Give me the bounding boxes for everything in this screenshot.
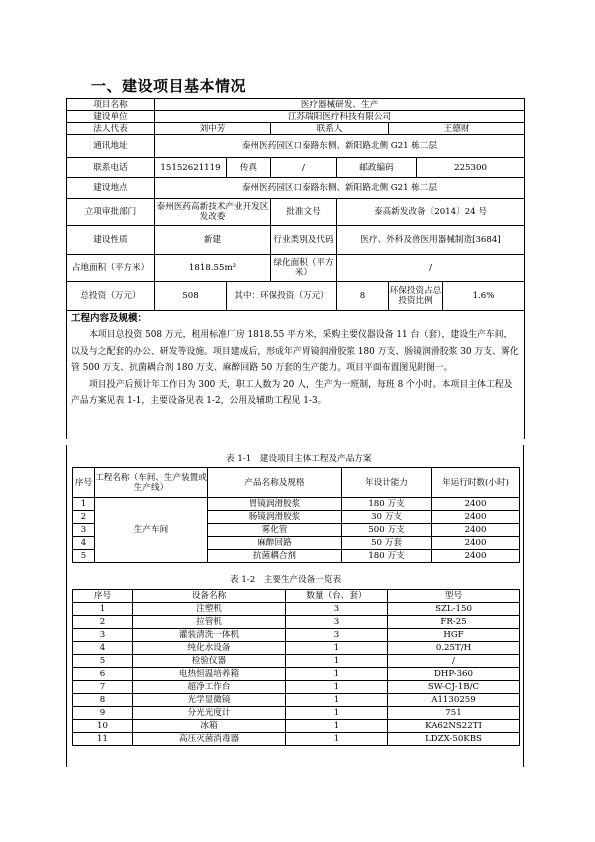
t1-row-no: 5 [73,550,95,563]
t2-row-qty: 1 [286,707,388,720]
t1-row-product: 麻醉回路 [208,537,342,550]
t1-row-no: 4 [73,537,95,550]
contact-value: 王德财 [389,123,525,135]
industry-value: 医疗、外科及兽医用器械制造[3684] [337,226,525,255]
green-label: 绿化面积（平方米） [271,255,337,282]
t2-row-model: / [388,655,520,668]
t2-row-model: SZL-150 [388,603,520,616]
t1-row-product: 胃镜润滑胶浆 [208,498,342,511]
fax-value: / [271,158,337,178]
t2-row-model: FR-25 [388,616,520,629]
page-heading: 一、建设项目基本情况 [91,77,247,95]
t1-row-hours: 2400 [432,550,520,563]
legal-rep-label: 法人代表 [67,123,155,135]
postcode-label: 邮政编码 [337,158,417,178]
t2-header-qty: 数量（台、套） [286,590,388,603]
t2-row-name: 光学显微镜 [133,694,286,707]
address-label: 通讯地址 [67,135,155,158]
t2-row-no: 9 [73,707,133,720]
approval-no-value: 泰高新发改备〔2014〕24 号 [337,199,525,226]
t2-row-qty: 1 [286,668,388,681]
t2-row-no: 5 [73,655,133,668]
table-row [73,668,520,681]
t1-row-capacity: 180 万支 [342,550,432,563]
t2-row-model: A1130259 [388,694,520,707]
t2-row-model: LDZX-50KBS [388,733,520,746]
env-ratio-label: 环保投资占总投资比例 [389,282,443,311]
t2-row-name: 注塑机 [133,603,286,616]
table-row [73,720,520,733]
t1-row-capacity: 50 万套 [342,537,432,550]
area-value: 1818.55m² [155,255,271,282]
table-row [73,642,520,655]
table-row [73,707,520,720]
t1-row-hours: 2400 [432,537,520,550]
green-value: / [337,255,525,282]
t2-row-no: 2 [73,616,133,629]
project-info-table [66,98,525,439]
contact-label: 联系人 [271,123,389,135]
table-row [73,655,520,668]
content-paragraph-2: 项目投产后预计年工作日为 300 天，职工人数为 20 人，生产为一班制，每班 8 个小时。本项目主体工程及产品方案见表 1-1，主要设备见表 1-2，公用及辅助工程见 1-3。 [71,379,513,406]
t2-row-model: 751 [388,707,520,720]
t1-header-project: 工程名称（车间、生产装置或生产线） [95,468,208,498]
table-row [73,681,520,694]
t2-row-name: 超净工作台 [133,681,286,694]
table-1-2-caption: 表 1-2 主要生产设备一览表 [230,575,342,585]
t2-row-no: 8 [73,694,133,707]
t2-row-name: 拉管机 [133,616,286,629]
t2-row-qty: 1 [286,733,388,746]
env-ratio-value: 1.6% [443,282,525,311]
content-paragraph-1: 本项目总投资 508 万元，租用标准厂房 1818.55 平方米，采购主要仪器设备 11 台（套），建设生产车间，以及与之配套的办公、研发等设施。项目建成后，形成年产胃镜润滑胶浆 180 万支、肠镜润滑胶浆 30 万支、雾化管 500 万支、抗菌耦合剂 180 万支、麻醉回路 50 万套的生产能力。项目平面布置图见附图一。 [71,330,519,373]
area-label: 占地面积（平方米） [67,255,155,282]
t1-row-hours: 2400 [432,511,520,524]
t2-row-no: 6 [73,668,133,681]
t2-row-no: 4 [73,642,133,655]
t1-row-no: 3 [73,524,95,537]
t1-row-no: 1 [73,498,95,511]
postcode-value: 225300 [417,158,525,178]
t2-row-no: 7 [73,681,133,694]
env-invest-value: 8 [337,282,389,311]
frame-right-border [523,445,524,767]
t2-row-no: 10 [73,720,133,733]
t1-header-no: 序号 [73,468,95,498]
t2-row-qty: 1 [286,681,388,694]
t1-header-hours: 年运行时数(小时) [432,468,520,498]
t2-row-qty: 1 [286,642,388,655]
t1-row-product: 肠镜润滑胶浆 [208,511,342,524]
t2-header-name: 设备名称 [133,590,286,603]
industry-label: 行业类别及代码 [271,226,337,255]
env-invest-label: 其中：环保投资（万元） [227,282,337,311]
t1-row-product: 抗菌耦合剂 [208,550,342,563]
t2-row-qty: 1 [286,655,388,668]
t2-row-model: HGF [388,629,520,642]
t1-row-hours: 2400 [432,498,520,511]
t2-row-model: DHP-360 [388,668,520,681]
t1-header-product: 产品名称及规格 [208,468,342,498]
t2-row-model: SW-CJ-1B/C [388,681,520,694]
t2-header-model: 型号 [388,590,520,603]
t2-header-no: 序号 [73,590,133,603]
table-row [73,603,520,616]
t2-row-qty: 3 [286,603,388,616]
t2-row-name: 电热恒温培养箱 [133,668,286,681]
site-value: 泰州医药园区口泰路东侧、新阳路北侧 G21 栋二层 [155,178,525,199]
t1-header-capacity: 年设计能力 [342,468,432,498]
table-row [73,694,520,707]
t1-workshop-cell: 生产车间 [95,498,208,563]
t2-row-name: 纯化水设备 [133,642,286,655]
t1-row-capacity: 500 万支 [342,524,432,537]
approval-no-label: 批准文号 [271,199,337,226]
t1-row-hours: 2400 [432,524,520,537]
t2-row-no: 11 [73,733,133,746]
project-content-cell [67,311,525,439]
t2-row-model: 0.25T/H [388,642,520,655]
t1-row-capacity: 30 万支 [342,511,432,524]
t2-row-name: 检验仪器 [133,655,286,668]
t2-row-name: 高压灭菌消毒器 [133,733,286,746]
project-name-label: 项目名称 [67,99,155,111]
t2-row-no: 3 [73,629,133,642]
phone-label: 联系电话 [67,158,155,178]
product-plan-table [72,467,520,563]
builder-value: 江苏瑞阳医疗科技有限公司 [155,111,525,123]
frame-left-border [66,445,67,767]
fax-label: 传真 [227,158,271,178]
t2-row-qty: 3 [286,616,388,629]
project-name-value: 医疗器械研发、生产 [155,99,525,111]
approval-dept-value: 泰州医药高新技术产业开发区发改委 [155,199,271,226]
table-row [73,616,520,629]
t2-row-qty: 1 [286,720,388,733]
t2-row-qty: 3 [286,629,388,642]
total-invest-value: 508 [155,282,227,311]
address-value: 泰州医药园区口泰路东侧、新阳路北侧 G21 栋二层 [155,135,525,158]
nature-label: 建设性质 [67,226,155,255]
t1-row-capacity: 180 万支 [342,498,432,511]
table-row [73,629,520,642]
builder-label: 建设单位 [67,111,155,123]
table-row [73,498,520,511]
equipment-table [72,589,520,746]
t2-row-name: 分光光度计 [133,707,286,720]
table-1-1-caption: 表 1-1 建设项目主体工程及产品方案 [226,454,372,464]
table-row [73,733,520,746]
t2-row-model: KA62NS22TI [388,720,520,733]
site-label: 建设地点 [67,178,155,199]
total-invest-label: 总投资（万元） [67,282,155,311]
t1-row-no: 2 [73,511,95,524]
t2-row-no: 1 [73,603,133,616]
nature-value: 新建 [155,226,271,255]
t2-row-qty: 1 [286,694,388,707]
phone-value: 15152621119 [155,158,227,178]
t2-row-name: 灌装清洗一体机 [133,629,286,642]
content-section-title: 工程内容及规模： [71,313,148,324]
t2-row-name: 冰箱 [133,720,286,733]
legal-rep-value: 刘中芳 [155,123,271,135]
t1-row-product: 雾化管 [208,524,342,537]
approval-dept-label: 立项审批部门 [67,199,155,226]
